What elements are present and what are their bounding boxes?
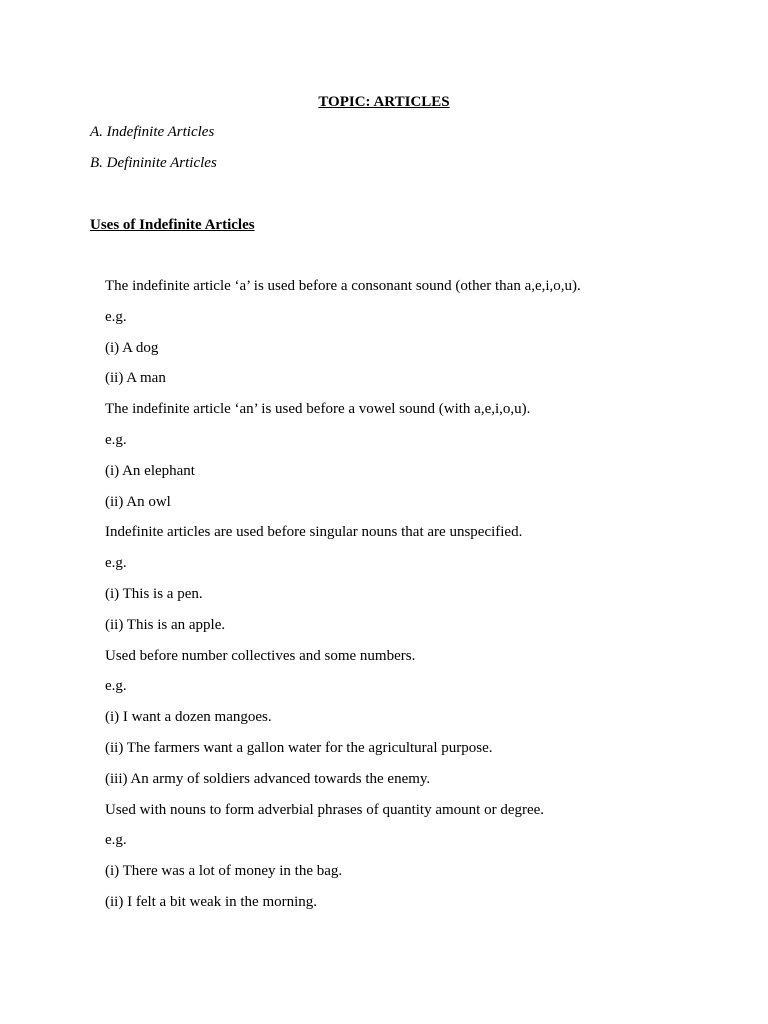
text-line: e.g.: [105, 431, 127, 448]
text-line: Used with nouns to form adverbial phrases of quantity amount or degree.: [105, 801, 545, 818]
toc-item-definite-articles: B. Defininite Articles: [90, 155, 217, 171]
text-line: The indefinite article ‘a’ is used before a consonant sound (other than a,e,i,o,u).: [105, 278, 581, 294]
toc-item-indefinite-articles: A. Indefinite Articles: [90, 124, 215, 140]
text-line: (i) This is a pen.: [105, 585, 203, 602]
text-line: (i) A dog: [105, 339, 159, 356]
section-heading: Uses of Indefinite Articles: [90, 217, 255, 233]
text-line: (i) There was a lot of money in the bag.: [105, 863, 343, 880]
text-line: (i) I want a dozen mangoes.: [105, 709, 272, 726]
text-line: e.g.: [105, 308, 127, 325]
text-line: Indefinite articles are used before singular nouns that are unspecified.: [105, 524, 523, 541]
text-line: (iii) An army of soldiers advanced towards the enemy.: [105, 770, 431, 787]
page-title: TOPIC: ARTICLES: [318, 94, 450, 110]
text-line: e.g.: [105, 678, 127, 695]
text-line: Used before number collectives and some numbers.: [105, 647, 416, 664]
text-line: (ii) I felt a bit weak in the morning.: [105, 893, 318, 910]
text-line: (ii) A man: [105, 370, 166, 387]
text-line: (ii) This is an apple.: [105, 616, 226, 633]
text-line: e.g.: [105, 555, 127, 572]
text-line: (i) An elephant: [105, 462, 195, 479]
text-line: (ii) An owl: [105, 493, 171, 510]
body-text: [105, 277, 745, 924]
text-line: e.g.: [105, 832, 127, 849]
text-line: (ii) The farmers want a gallon water for the agricultural purpose.: [105, 739, 493, 756]
text-line: The indefinite article ‘an’ is used before a vowel sound (with a,e,i,o,u).: [105, 401, 531, 418]
